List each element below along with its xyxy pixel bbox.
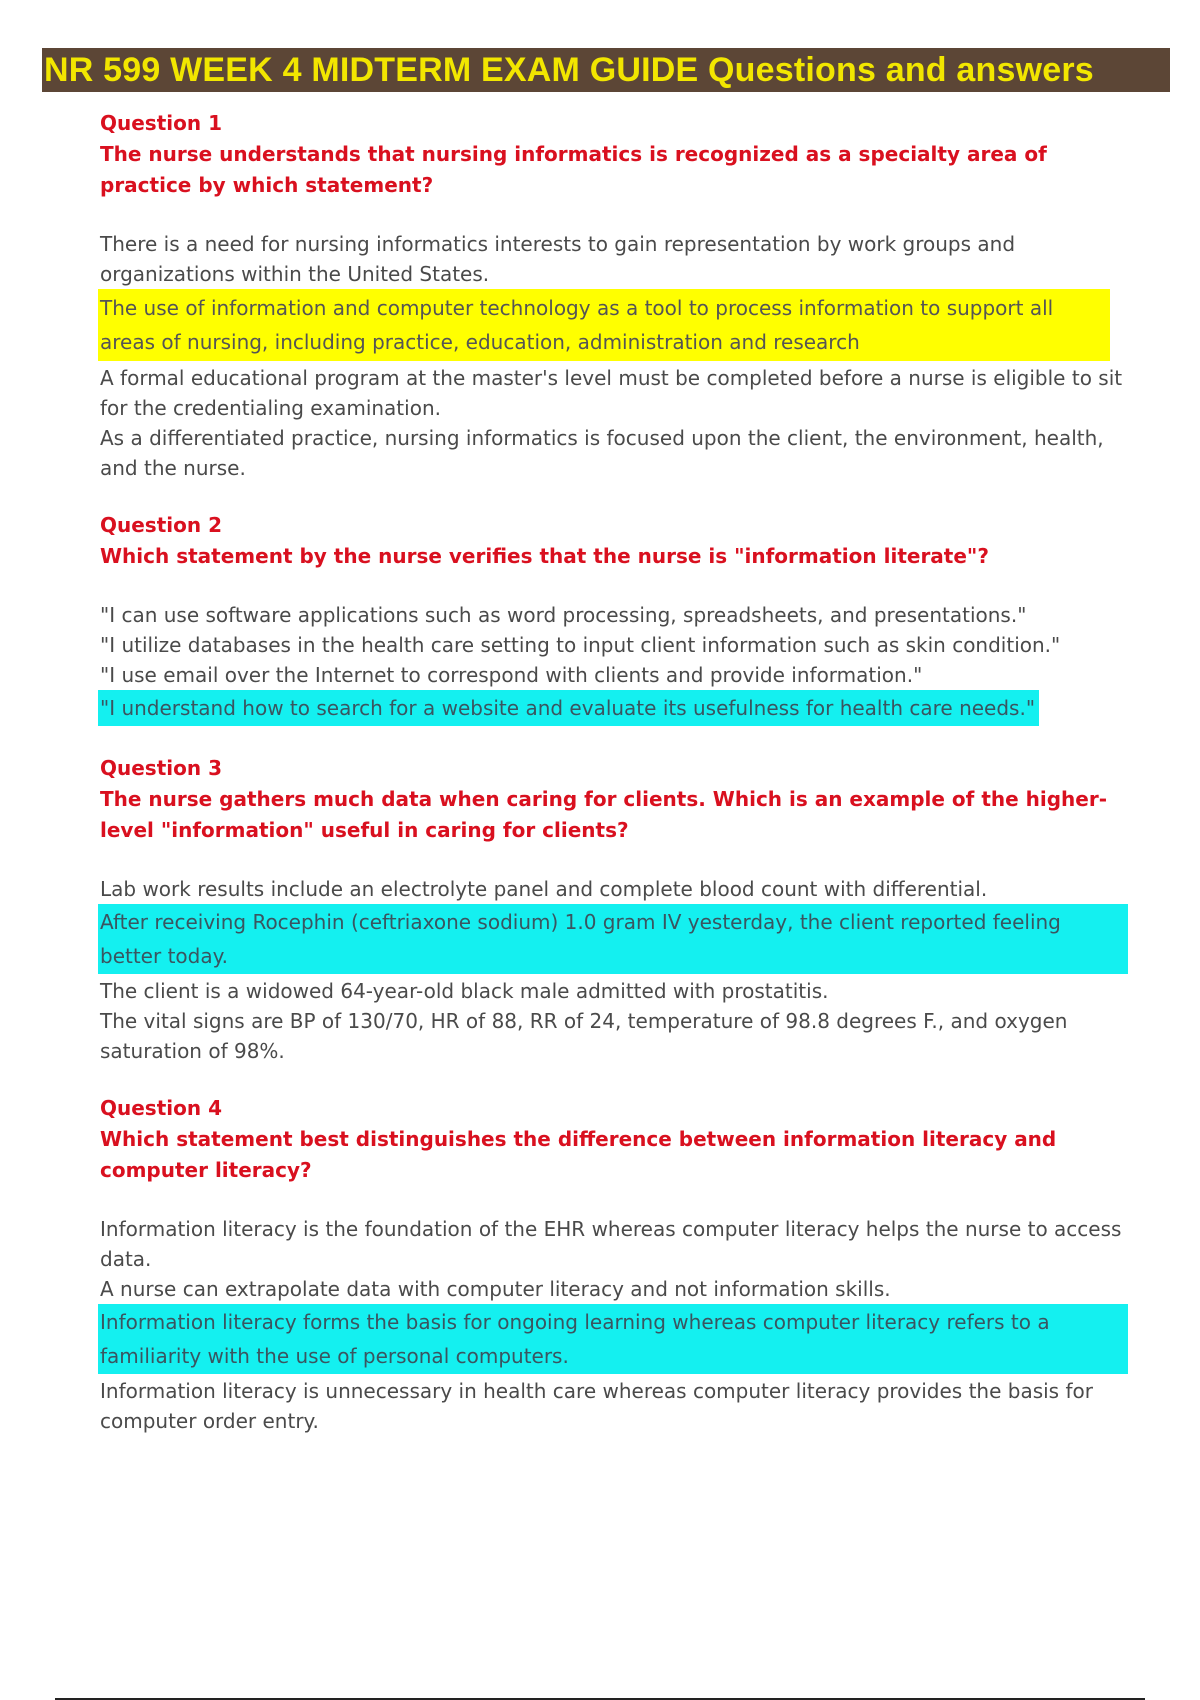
answer-option: A formal educational program at the master's level must be completed before a nurse is eligible to sit for the credentialing examination. xyxy=(100,366,1123,420)
document-title: NR 599 WEEK 4 MIDTERM EXAM GUIDE Questions and answers xyxy=(42,48,1170,92)
answer-option: As a differentiated practice, nursing informatics is focused upon the client, the environment, health, and the nurse. xyxy=(100,426,1104,480)
answer-option: The vital signs are BP of 130/70, HR of 88, RR of 24, temperature of 98.8 degrees F., and oxygen saturation of 98%. xyxy=(100,1009,1068,1063)
answer-option-highlighted: "I understand how to search for a website and evaluate its usefulness for health care needs." xyxy=(98,690,1039,726)
answer-options xyxy=(100,600,1130,726)
question-3 xyxy=(100,752,1130,1066)
question-4 xyxy=(100,1092,1130,1436)
question-label: Question 4 xyxy=(100,1096,222,1120)
answer-option-highlighted: The use of information and computer technology as a tool to process information to support all areas of nursing, including practice, education, administration and research xyxy=(98,289,1110,361)
question-text: The nurse gathers much data when caring for clients. Which is an example of the higher-level "information" useful in caring for clients? xyxy=(100,787,1108,842)
question-label: Question 3 xyxy=(100,756,222,780)
answer-option: The client is a widowed 64-year-old black male admitted with prostatitis. xyxy=(100,979,829,1003)
answer-option: Lab work results include an electrolyte panel and complete blood count with differential. xyxy=(100,877,988,901)
answer-option-highlighted: After receiving Rocephin (ceftriaxone sodium) 1.0 gram IV yesterday, the client reported feeling better today. xyxy=(98,904,1128,974)
answer-options xyxy=(100,874,1130,1066)
answer-option-highlighted: Information literacy forms the basis for ongoing learning whereas computer literacy refers to a familiarity with the use of personal computers. xyxy=(98,1304,1128,1374)
answer-options xyxy=(100,1214,1130,1436)
answer-option: "I use email over the Internet to correspond with clients and provide information." xyxy=(100,663,923,687)
question-label: Question 1 xyxy=(100,111,222,135)
question-text: Which statement by the nurse verifies that the nurse is "information literate"? xyxy=(100,544,989,568)
answer-option: "I can use software applications such as word processing, spreadsheets, and presentations." xyxy=(100,603,1027,627)
question-1 xyxy=(100,107,1130,483)
answer-option: Information literacy is the foundation of the EHR whereas computer literacy helps the nurse to access data. xyxy=(100,1217,1122,1271)
question-label: Question 2 xyxy=(100,513,222,537)
question-text: Which statement best distinguishes the difference between information literacy and computer literacy? xyxy=(100,1127,1057,1182)
question-text: The nurse understands that nursing informatics is recognized as a specialty area of practice by which statement? xyxy=(100,142,1047,197)
question-2 xyxy=(100,509,1130,726)
answer-option: Information literacy is unnecessary in health care whereas computer literacy provides the basis for computer order entry. xyxy=(100,1379,1093,1433)
question-list xyxy=(100,107,1130,1462)
answer-options xyxy=(100,229,1130,483)
answer-option: A nurse can extrapolate data with computer literacy and not information skills. xyxy=(100,1277,891,1301)
answer-option: There is a need for nursing informatics interests to gain representation by work groups and organizations within the United States. xyxy=(100,232,1016,286)
answer-option: "I utilize databases in the health care setting to input client information such as skin condition." xyxy=(100,633,1061,657)
